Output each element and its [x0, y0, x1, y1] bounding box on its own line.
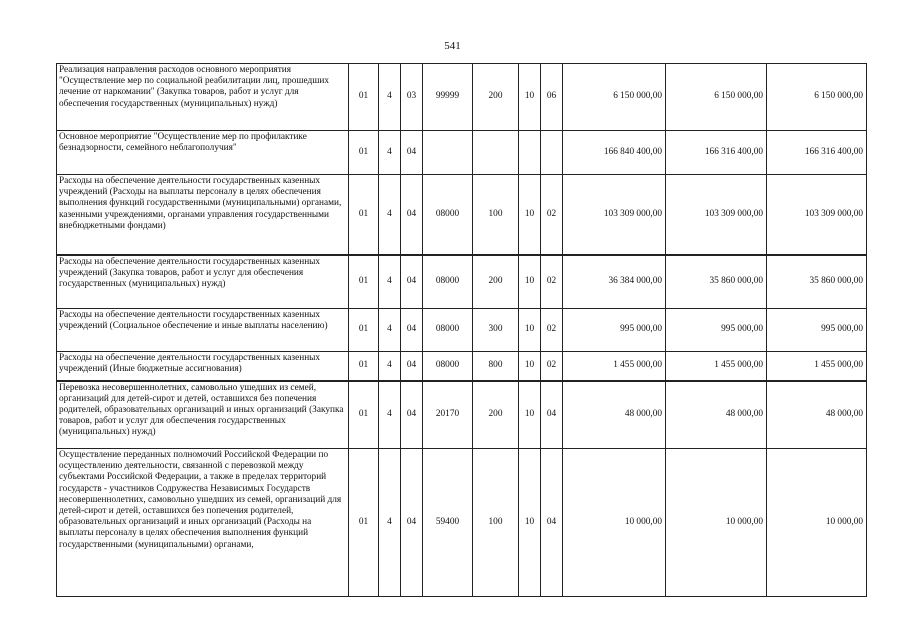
code-cell: 200 — [473, 381, 519, 449]
table-row — [57, 175, 867, 255]
code-cell: 10 — [519, 449, 541, 597]
code-cell: 10 — [519, 309, 541, 352]
row-description: Осуществление переданных полномочий Российской Федерации по осуществлению деятельности, связанной с перевозкой между субъектами Российской Федерации, а также в пределах территорий государств - участников Содружества Независимых Государств несовершеннолетних, самовольно ушедших из семей, организаций для детей-сирот и детей, оставшихся без попечения родителей, образовательных организаций и иных организаций (Расходы на выплаты персоналу в целях обеспечения выполнения функций государственными (муниципальными) органами, — [57, 449, 349, 597]
code-cell: 4 — [379, 352, 401, 381]
code-cell: 10 — [519, 175, 541, 255]
code-cell: 02 — [541, 175, 563, 255]
code-cell: 08000 — [423, 255, 473, 309]
code-cell: 4 — [379, 131, 401, 175]
table-row — [57, 64, 867, 131]
code-cell: 08000 — [423, 175, 473, 255]
amount-cell: 35 860 000,00 — [767, 255, 867, 309]
code-cell: 04 — [401, 449, 423, 597]
code-cell: 99999 — [423, 64, 473, 131]
code-cell: 10 — [519, 381, 541, 449]
amount-cell: 6 150 000,00 — [767, 64, 867, 131]
code-cell — [473, 131, 519, 175]
code-cell: 01 — [349, 309, 379, 352]
budget-table — [56, 63, 867, 597]
code-cell: 200 — [473, 255, 519, 309]
amount-cell: 995 000,00 — [767, 309, 867, 352]
code-cell: 200 — [473, 64, 519, 131]
row-description: Расходы на обеспечение деятельности государственных казенных учреждений (Закупка товаров, работ и услуг для обеспечения государственных (муниципальных) нужд) — [57, 255, 349, 309]
amount-cell: 1 455 000,00 — [767, 352, 867, 381]
code-cell: 02 — [541, 309, 563, 352]
amount-cell: 10 000,00 — [767, 449, 867, 597]
code-cell: 06 — [541, 64, 563, 131]
code-cell: 04 — [401, 175, 423, 255]
amount-cell: 103 309 000,00 — [767, 175, 867, 255]
code-cell: 20170 — [423, 381, 473, 449]
code-cell: 01 — [349, 255, 379, 309]
amount-cell: 6 150 000,00 — [563, 64, 666, 131]
code-cell: 01 — [349, 381, 379, 449]
code-cell: 04 — [541, 381, 563, 449]
code-cell: 100 — [473, 175, 519, 255]
code-cell: 08000 — [423, 352, 473, 381]
table-row — [57, 381, 867, 449]
code-cell: 4 — [379, 381, 401, 449]
code-cell: 10 — [519, 352, 541, 381]
row-description: Расходы на обеспечение деятельности государственных казенных учреждений (Иные бюджетные ассигнования) — [57, 352, 349, 381]
amount-cell: 10 000,00 — [563, 449, 666, 597]
table-row — [57, 309, 867, 352]
code-cell: 04 — [541, 449, 563, 597]
code-cell: 04 — [401, 309, 423, 352]
row-description: Расходы на обеспечение деятельности государственных казенных учреждений (Социальное обеспечение и иные выплаты населению) — [57, 309, 349, 352]
amount-cell: 166 316 400,00 — [767, 131, 867, 175]
row-description: Перевозка несовершеннолетних, самовольно ушедших из семей, организаций для детей-сирот и детей, оставшихся без попечения родителей, образовательных организаций и иных организаций (Закупка товаров, работ и услуг для обеспечения государственных (муниципальных) нужд) — [57, 381, 349, 449]
amount-cell: 103 309 000,00 — [563, 175, 666, 255]
code-cell: 01 — [349, 131, 379, 175]
table-row — [57, 131, 867, 175]
code-cell: 4 — [379, 175, 401, 255]
amount-cell: 48 000,00 — [767, 381, 867, 449]
code-cell: 04 — [401, 352, 423, 381]
code-cell: 01 — [349, 175, 379, 255]
amount-cell: 48 000,00 — [666, 381, 767, 449]
amount-cell: 36 384 000,00 — [563, 255, 666, 309]
code-cell: 01 — [349, 352, 379, 381]
amount-cell: 103 309 000,00 — [666, 175, 767, 255]
row-description: Реализация направления расходов основного мероприятия "Осуществление мер по социальной реабилитации лиц, прошедших лечение от наркомании" (Закупка товаров, работ и услуг для обеспечения государственных (муниципальных) нужд) — [57, 64, 349, 131]
code-cell: 300 — [473, 309, 519, 352]
code-cell — [423, 131, 473, 175]
code-cell: 4 — [379, 64, 401, 131]
code-cell: 08000 — [423, 309, 473, 352]
table-row — [57, 449, 867, 597]
code-cell: 59400 — [423, 449, 473, 597]
code-cell: 03 — [401, 64, 423, 131]
code-cell: 01 — [349, 449, 379, 597]
code-cell: 01 — [349, 64, 379, 131]
code-cell: 02 — [541, 352, 563, 381]
amount-cell: 6 150 000,00 — [666, 64, 767, 131]
code-cell: 04 — [401, 255, 423, 309]
code-cell: 800 — [473, 352, 519, 381]
code-cell: 4 — [379, 255, 401, 309]
code-cell: 4 — [379, 309, 401, 352]
amount-cell: 10 000,00 — [666, 449, 767, 597]
code-cell: 02 — [541, 255, 563, 309]
amount-cell: 1 455 000,00 — [563, 352, 666, 381]
code-cell — [541, 131, 563, 175]
code-cell: 10 — [519, 255, 541, 309]
page-number: 541 — [444, 40, 461, 52]
amount-cell: 166 840 400,00 — [563, 131, 666, 175]
code-cell: 100 — [473, 449, 519, 597]
amount-cell: 35 860 000,00 — [666, 255, 767, 309]
code-cell: 04 — [401, 131, 423, 175]
row-description: Расходы на обеспечение деятельности государственных казенных учреждений (Расходы на выплаты персоналу в целях обеспечения выполнения функций государственными (муниципальными) органами, казенными учреждениями, органами управления государственными внебюджетными фондами) — [57, 175, 349, 255]
table-row — [57, 352, 867, 381]
table-row — [57, 255, 867, 309]
amount-cell: 48 000,00 — [563, 381, 666, 449]
amount-cell: 1 455 000,00 — [666, 352, 767, 381]
row-description: Основное мероприятие "Осуществление мер по профилактике безнадзорности, семейного неблагополучия" — [57, 131, 349, 175]
code-cell: 4 — [379, 449, 401, 597]
code-cell: 10 — [519, 64, 541, 131]
amount-cell: 995 000,00 — [563, 309, 666, 352]
amount-cell: 995 000,00 — [666, 309, 767, 352]
code-cell: 04 — [401, 381, 423, 449]
code-cell — [519, 131, 541, 175]
amount-cell: 166 316 400,00 — [666, 131, 767, 175]
